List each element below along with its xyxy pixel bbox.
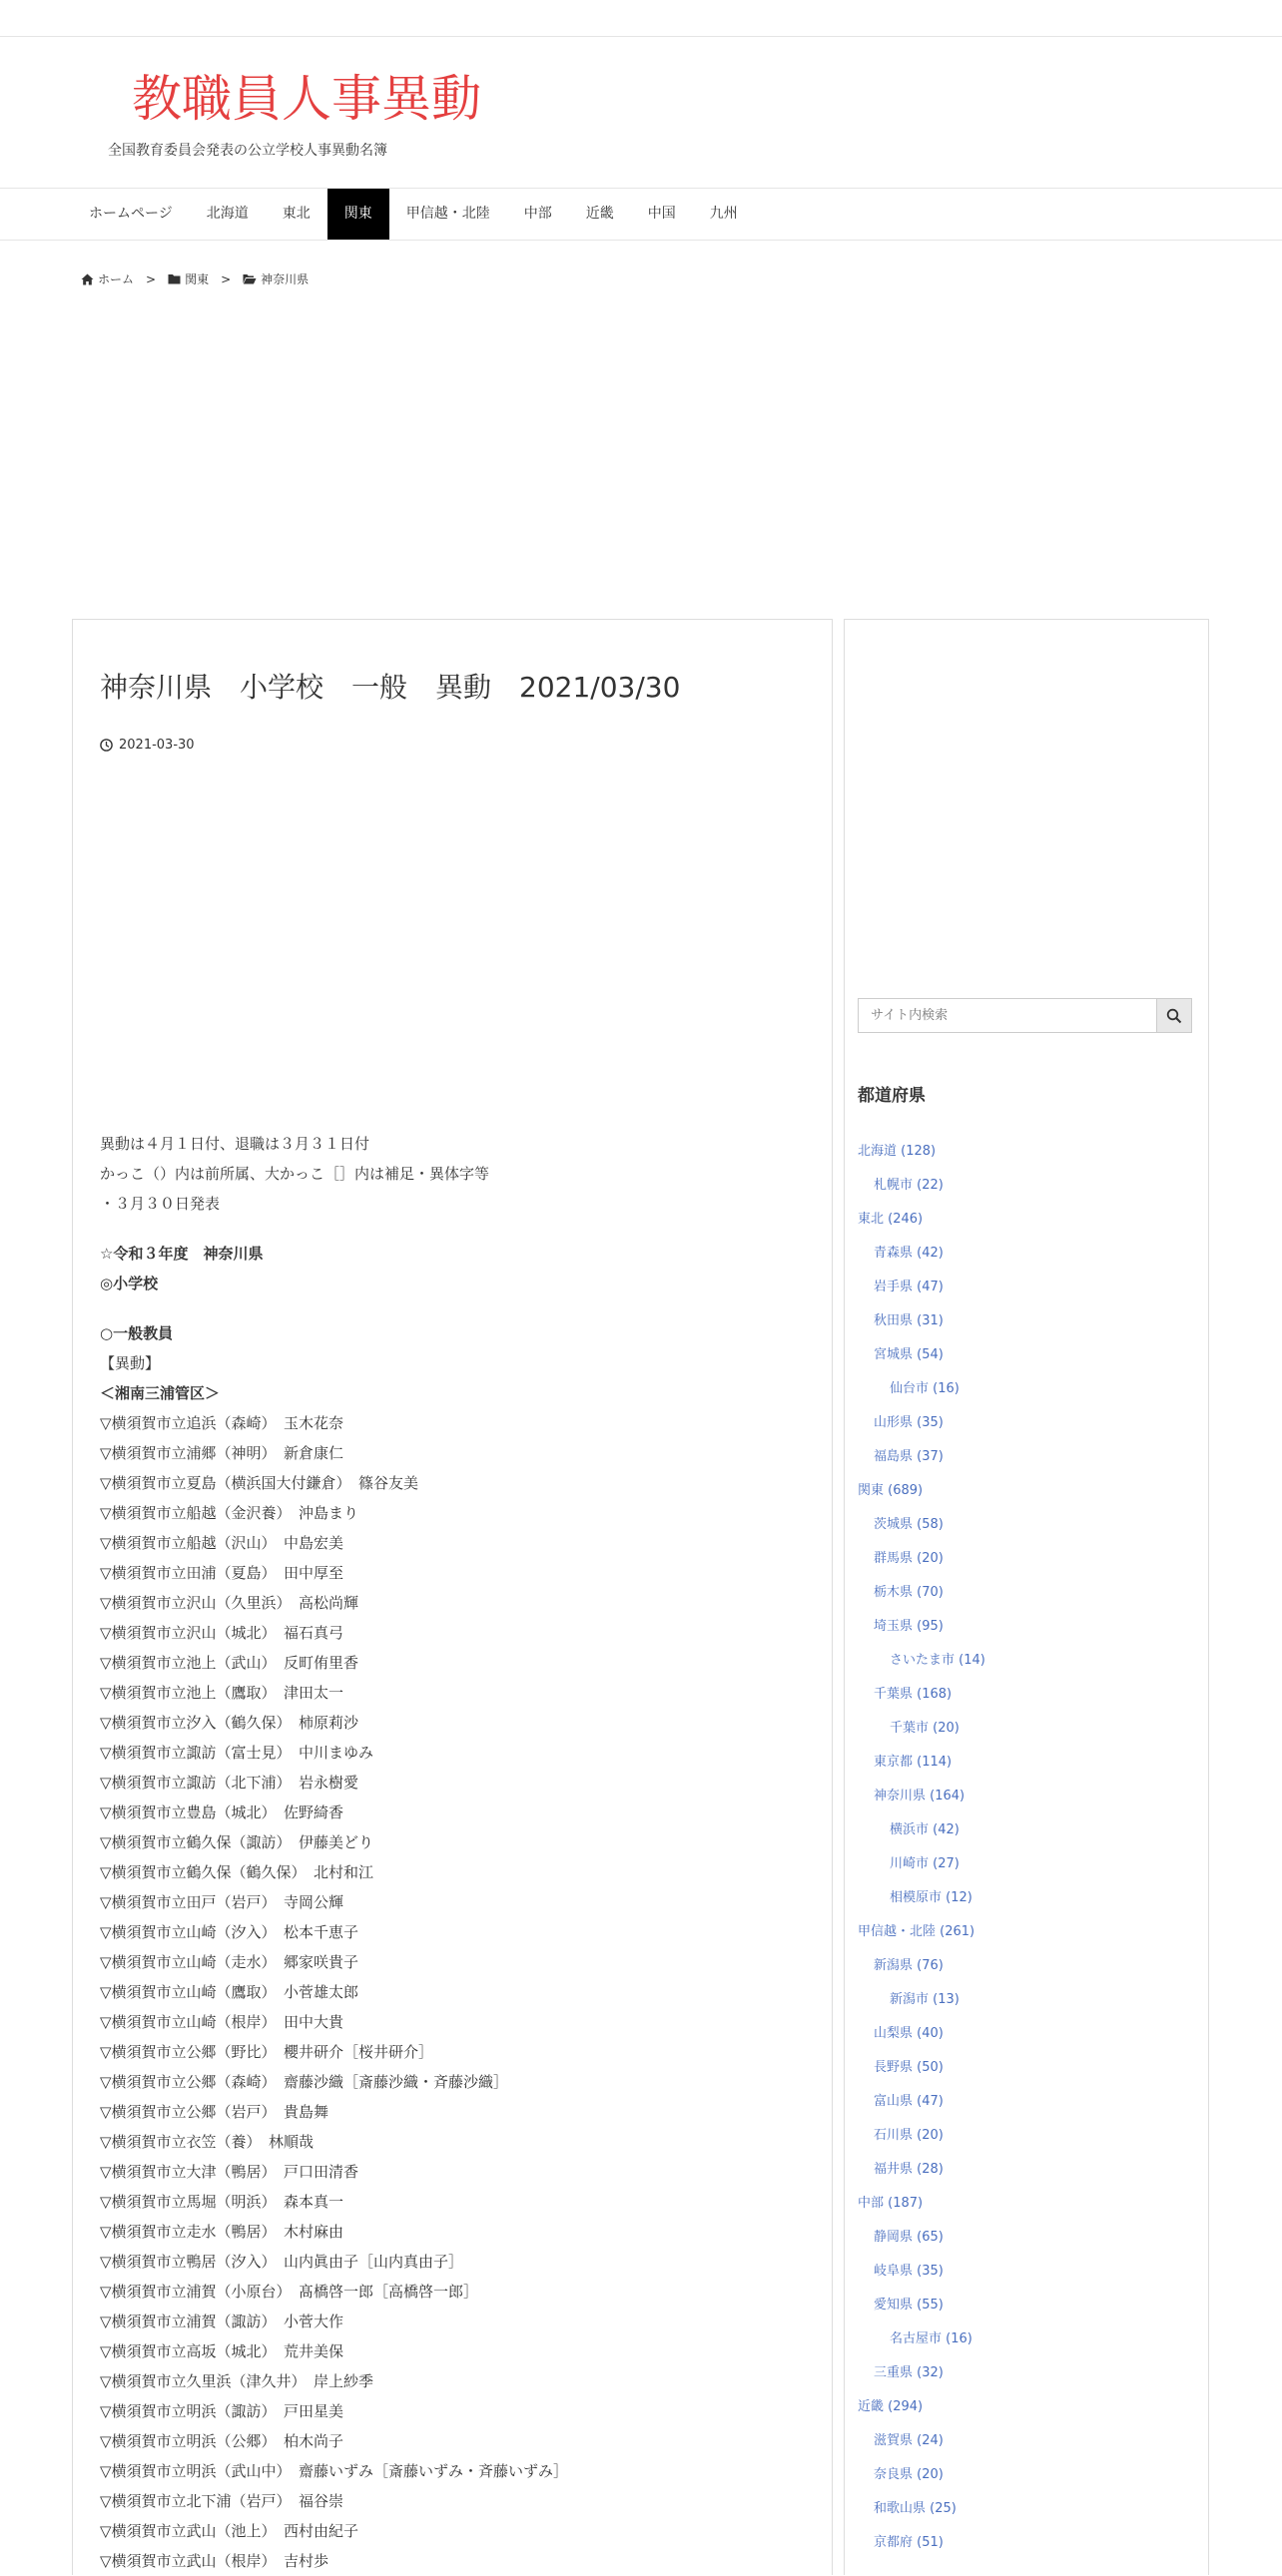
section-label: 【異動】 (100, 1354, 161, 1372)
nav-item[interactable]: 関東 (327, 189, 389, 240)
site-tagline: 全国教育委員会発表の公立学校人事異動名簿 (108, 143, 387, 159)
entry-line: ▽横須賀市立田戸（岩戸） 寺岡公輝 (100, 1893, 344, 1911)
entry-line: ▽横須賀市立船越（金沢養） 沖島まり (100, 1504, 359, 1522)
entry-line: ▽横須賀市立公郷（森崎） 齋藤沙織［斎藤沙織・斉藤沙織］ (100, 2073, 509, 2091)
article-card (72, 619, 833, 2575)
entry-line: ▽横須賀市立明浜（公郷） 柏木尚子 (100, 2432, 344, 2450)
entry-line: ▽横須賀市立走水（鴨居） 木村麻由 (100, 2223, 344, 2241)
category-link[interactable]: 愛知県 (55) (874, 2298, 944, 2313)
category-link[interactable]: 群馬県 (20) (874, 1551, 944, 1566)
article-body (100, 1129, 809, 2576)
site-logo-text[interactable]: 教職員人事異動 (132, 70, 481, 128)
clock-icon (100, 739, 113, 752)
breadcrumb-category[interactable]: 関東 (185, 272, 210, 286)
category-link[interactable]: 石川県 (20) (874, 2128, 944, 2143)
category-link[interactable]: 京都府 (51) (874, 2535, 944, 2550)
category-link[interactable]: 北海道 (128) (858, 1144, 937, 1159)
category-link[interactable]: 茨城県 (58) (874, 1517, 944, 1532)
intro-line: かっこ（）内は前所属、大かっこ［］内は補足・異体字等 (100, 1165, 490, 1183)
entry-line: ▽横須賀市立公郷（岩戸） 貴島舞 (100, 2103, 329, 2121)
category-link[interactable]: 山梨県 (40) (874, 2026, 944, 2041)
entry-line: ▽横須賀市立汐入（鶴久保） 柿原莉沙 (100, 1714, 359, 1732)
entry-line: ▽横須賀市立浦賀（諏訪） 小菅大作 (100, 2313, 344, 2330)
category-link[interactable]: 山形県 (35) (874, 1415, 944, 1430)
site-logo[interactable] (132, 67, 481, 131)
category-link[interactable]: 札幌市 (22) (874, 1178, 944, 1193)
breadcrumb-current: 神奈川県 (261, 272, 310, 286)
nav-item[interactable]: 北海道 (206, 206, 249, 222)
global-nav (0, 188, 1282, 241)
intro-line: ・３月３０日発表 (100, 1195, 221, 1213)
intro-line: 異動は４月１日付、退職は３月３１日付 (100, 1135, 370, 1153)
category-link[interactable]: 新潟県 (76) (874, 1958, 944, 1973)
category-link[interactable]: 福井県 (28) (874, 2162, 944, 2177)
entry-line: ▽横須賀市立池上（武山） 反町侑里香 (100, 1654, 359, 1672)
entry-line: ▽横須賀市立池上（鷹取） 津田太一 (100, 1684, 344, 1702)
entry-line: ▽横須賀市立武山（根岸） 吉村歩 (100, 2552, 329, 2570)
entry-line: ▽横須賀市立高坂（城北） 荒井美保 (100, 2342, 344, 2360)
nav-item[interactable]: 東北 (282, 206, 311, 222)
entry-line: ▽横須賀市立諏訪（北下浦） 岩永樹愛 (100, 1774, 359, 1792)
entry-line: ▽横須賀市立山崎（走水） 郷家咲貴子 (100, 1953, 359, 1971)
breadcrumb-separator: > (146, 271, 157, 286)
breadcrumb (81, 270, 309, 287)
category-link[interactable]: 東京都 (114) (874, 1755, 953, 1770)
entry-line: ▽横須賀市立諏訪（富士見） 中川まゆみ (100, 1744, 374, 1762)
entry-line: ▽横須賀市立明浜（武山中） 齋藤いずみ［斎藤いずみ・斉藤いずみ］ (100, 2462, 569, 2480)
sidebar (844, 619, 1209, 2575)
category-link[interactable]: 名古屋市 (16) (890, 2331, 972, 2346)
site-search (858, 998, 1192, 1033)
page-title: 神奈川県 小学校 一般 異動 2021/03/30 (100, 671, 681, 704)
entry-line: ▽横須賀市立明浜（諏訪） 戸田星美 (100, 2402, 344, 2420)
entry-line: ▽横須賀市立夏島（横浜国大付鎌倉） 篠谷友美 (100, 1474, 419, 1492)
category-link[interactable]: 岩手県 (47) (874, 1280, 944, 1294)
category-link[interactable]: 静岡県 (65) (874, 2230, 944, 2245)
entry-list (100, 1408, 809, 2576)
category-link[interactable]: 栃木県 (70) (874, 1585, 944, 1600)
category-link[interactable]: 秋田県 (31) (874, 1313, 944, 1328)
search-icon (1166, 1008, 1182, 1024)
entry-line: ▽横須賀市立田浦（夏島） 田中厚至 (100, 1564, 344, 1582)
widget-title: 都道府県 (858, 1086, 926, 1106)
category-link[interactable]: 東北 (246) (858, 1212, 924, 1227)
category-link[interactable]: 埼玉県 (95) (874, 1619, 944, 1634)
entry-line: ▽横須賀市立山崎（鷹取） 小菅雄太郎 (100, 1983, 359, 2001)
article-subheading: ◎小学校 (100, 1275, 159, 1292)
entry-line: ▽横須賀市立浦賀（小原台） 髙橋啓一郎［高橋啓一郎］ (100, 2283, 479, 2301)
category-link[interactable]: 関東 (689) (858, 1483, 924, 1498)
category-link[interactable]: 横浜市 (42) (890, 1822, 960, 1837)
category-link[interactable]: 中部 (187) (858, 2196, 924, 2211)
entry-line: ▽横須賀市立山崎（根岸） 田中大貴 (100, 2013, 344, 2031)
category-link[interactable]: 相模原市 (12) (890, 1890, 972, 1905)
category-link[interactable]: 千葉市 (20) (890, 1721, 960, 1736)
entry-line: ▽横須賀市立山崎（汐入） 松本千恵子 (100, 1923, 359, 1941)
nav-item[interactable]: 中部 (523, 206, 552, 222)
category-link[interactable]: 奈良県 (20) (874, 2467, 944, 2482)
category-link[interactable]: 神奈川県 (164) (874, 1789, 965, 1803)
nav-item[interactable]: 甲信越・北陸 (405, 206, 490, 222)
category-link[interactable]: 千葉県 (168) (874, 1687, 953, 1702)
category-link[interactable]: 長野県 (50) (874, 2060, 944, 2075)
category-link[interactable]: 和歌山県 (25) (874, 2501, 957, 2516)
breadcrumb-home[interactable]: ホーム (98, 272, 135, 286)
entry-line: ▽横須賀市立衣笠（養） 林順哉 (100, 2133, 315, 2151)
category-link[interactable]: 青森県 (42) (874, 1246, 944, 1261)
top-bar (0, 0, 1282, 37)
category-link[interactable]: 福島県 (37) (874, 1449, 944, 1464)
category-link[interactable]: 仙台市 (16) (890, 1381, 960, 1396)
search-input[interactable] (859, 999, 1158, 1032)
entry-line: ▽横須賀市立鶴久保（鶴久保） 北村和江 (100, 1863, 374, 1881)
category-link[interactable]: さいたま市 (14) (890, 1653, 985, 1668)
nav-item[interactable]: 中国 (647, 206, 676, 222)
entry-line: ▽横須賀市立公郷（野比） 櫻井研介［桜井研介］ (100, 2043, 434, 2061)
entry-line: ▽横須賀市立鶴久保（諏訪） 伊藤美どり (100, 1833, 374, 1851)
nav-item[interactable]: 近畿 (585, 206, 614, 222)
category-link[interactable]: 川崎市 (27) (890, 1856, 960, 1871)
entry-line: ▽横須賀市立武山（池上） 西村由紀子 (100, 2522, 359, 2540)
category-link[interactable]: 甲信越・北陸 (261) (858, 1924, 975, 1939)
category-link[interactable]: 滋賀県 (24) (874, 2433, 944, 2448)
category-list (858, 1135, 985, 2560)
search-button[interactable] (1156, 999, 1191, 1032)
folder-open-icon (243, 273, 257, 284)
category-link[interactable]: 岐阜県 (35) (874, 2264, 944, 2279)
home-icon (81, 273, 94, 285)
post-date-text: 2021-03-30 (119, 738, 195, 753)
entry-line: ▽横須賀市立鴨居（汐入） 山内眞由子［山内真由子］ (100, 2253, 464, 2271)
category-link[interactable]: 宮城県 (54) (874, 1347, 944, 1362)
entry-line: ▽横須賀市立船越（沢山） 中島宏美 (100, 1534, 344, 1552)
entry-line: ▽横須賀市立沢山（久里浜） 高松尚輝 (100, 1594, 359, 1612)
entry-line: ▽横須賀市立大津（鴨居） 戸口田清香 (100, 2163, 359, 2181)
nav-item[interactable]: 九州 (709, 206, 738, 222)
breadcrumb-separator: > (221, 271, 232, 286)
nav-item[interactable]: ホームページ (89, 206, 173, 222)
entry-line: ▽横須賀市立沢山（城北） 福石真弓 (100, 1624, 344, 1642)
section-heading: ○一般教員 (100, 1324, 174, 1342)
post-date (100, 738, 195, 753)
entry-line: ▽横須賀市立豊島（城北） 佐野綺香 (100, 1803, 344, 1821)
site-header (0, 37, 1282, 189)
entry-line: ▽横須賀市立北下浦（岩戸） 福谷崇 (100, 2492, 344, 2510)
entry-line: ▽横須賀市立浦郷（神明） 新倉康仁 (100, 1444, 344, 1462)
category-link[interactable]: 三重県 (32) (874, 2365, 944, 2380)
folder-icon (168, 273, 181, 284)
article-heading: ☆令和３年度 神奈川県 (100, 1245, 264, 1263)
entry-line: ▽横須賀市立馬堀（明浜） 森本真一 (100, 2193, 344, 2211)
entry-line: ▽横須賀市立追浜（森崎） 玉木花奈 (100, 1414, 344, 1432)
category-link[interactable]: 近畿 (294) (858, 2399, 924, 2414)
category-link[interactable]: 富山県 (47) (874, 2094, 944, 2109)
entry-line: ▽横須賀市立久里浜（津久井） 岸上紗季 (100, 2372, 374, 2390)
category-link[interactable]: 新潟市 (13) (890, 1992, 960, 2007)
district-heading: ＜湘南三浦管区＞ (100, 1384, 221, 1402)
